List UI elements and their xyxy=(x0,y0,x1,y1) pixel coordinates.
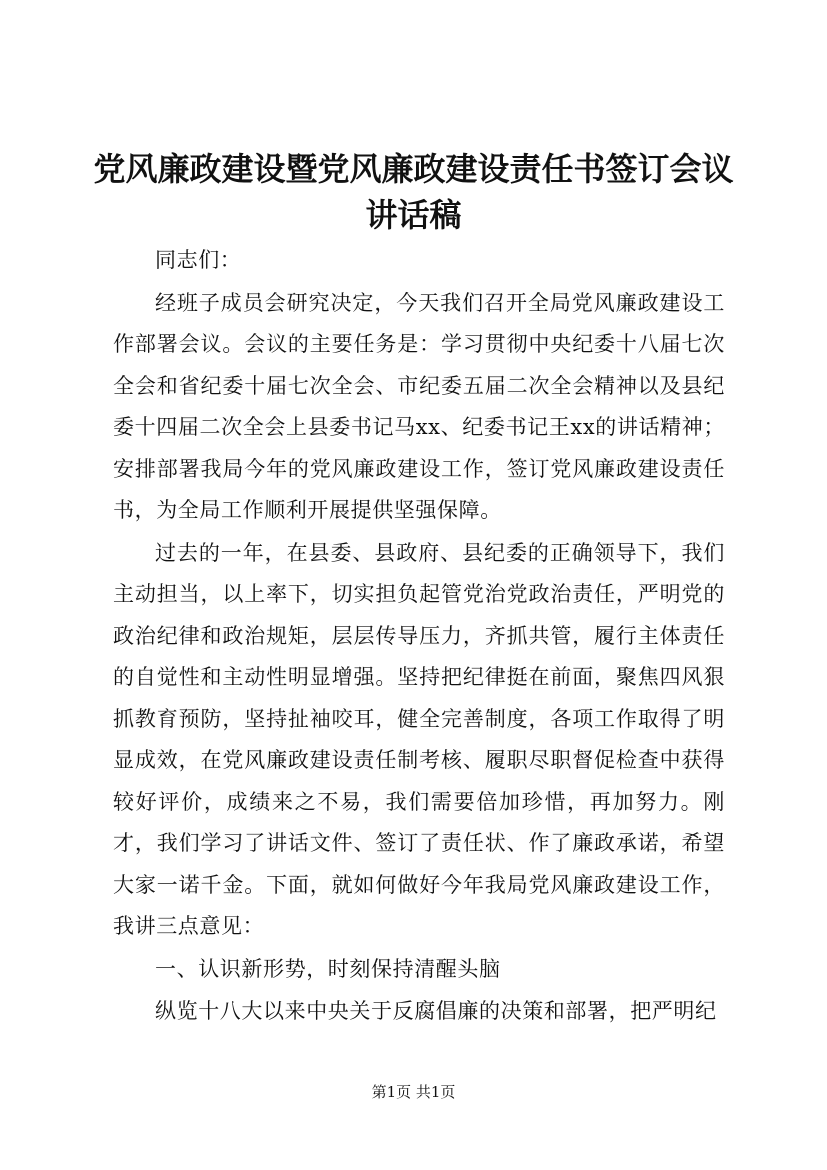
document-title xyxy=(60,146,767,238)
page-number-label: 第1页 共1页 xyxy=(371,1083,456,1101)
paragraph-3: 纵览十八大以来中央关于反腐倡廉的决策和部署，把严明纪 xyxy=(155,999,717,1023)
title-line-2: 讲话稿 xyxy=(365,196,462,234)
document-body xyxy=(113,240,725,1034)
salutation: 同志们： xyxy=(155,248,242,272)
section-heading-1: 一、认识新形势，时刻保持清醒头脑 xyxy=(155,956,501,981)
paragraph-1: 经班子成员会研究决定，今天我们召开全局党风廉政建设工作部署会议。会议的主要任务是：学习贯彻中央纪委十八届七次全会和省纪委十届七次全会、市纪委五届二次全会精神以及县纪委十四届二次全会上县委书记马xx、纪委书记王xx的讲话精神；安排部署我局今年的党风廉政建设工作，签订党风廉政建设责任书，为全局工作顺利开展提供坚强保障。 xyxy=(113,290,725,522)
page-footer xyxy=(0,1082,827,1102)
paragraph-2: 过去的一年，在县委、县政府、县纪委的正确领导下，我们主动担当，以上率下，切实担负起管党治党政治责任，严明党的政治纪律和政治规矩，层层传导压力，齐抓共管，履行主体责任的自觉性和主动性明显增强。坚持把纪律挺在前面，聚焦四风狠抓教育预防，坚持扯袖咬耳，健全完善制度，各项工作取得了明显成效，在党风廉政建设责任制考核、履职尽职督促检查中获得较好评价，成绩来之不易，我们需要倍加珍惜，再加努力。刚才，我们学习了讲话文件、签订了责任状、作了廉政承诺，希望大家一诺千金。下面，就如何做好今年我局党风廉政建设工作，我讲三点意见： xyxy=(113,540,725,938)
title-line-1: 党风廉政建设暨党风廉政建设责任书签订会议 xyxy=(93,150,734,188)
